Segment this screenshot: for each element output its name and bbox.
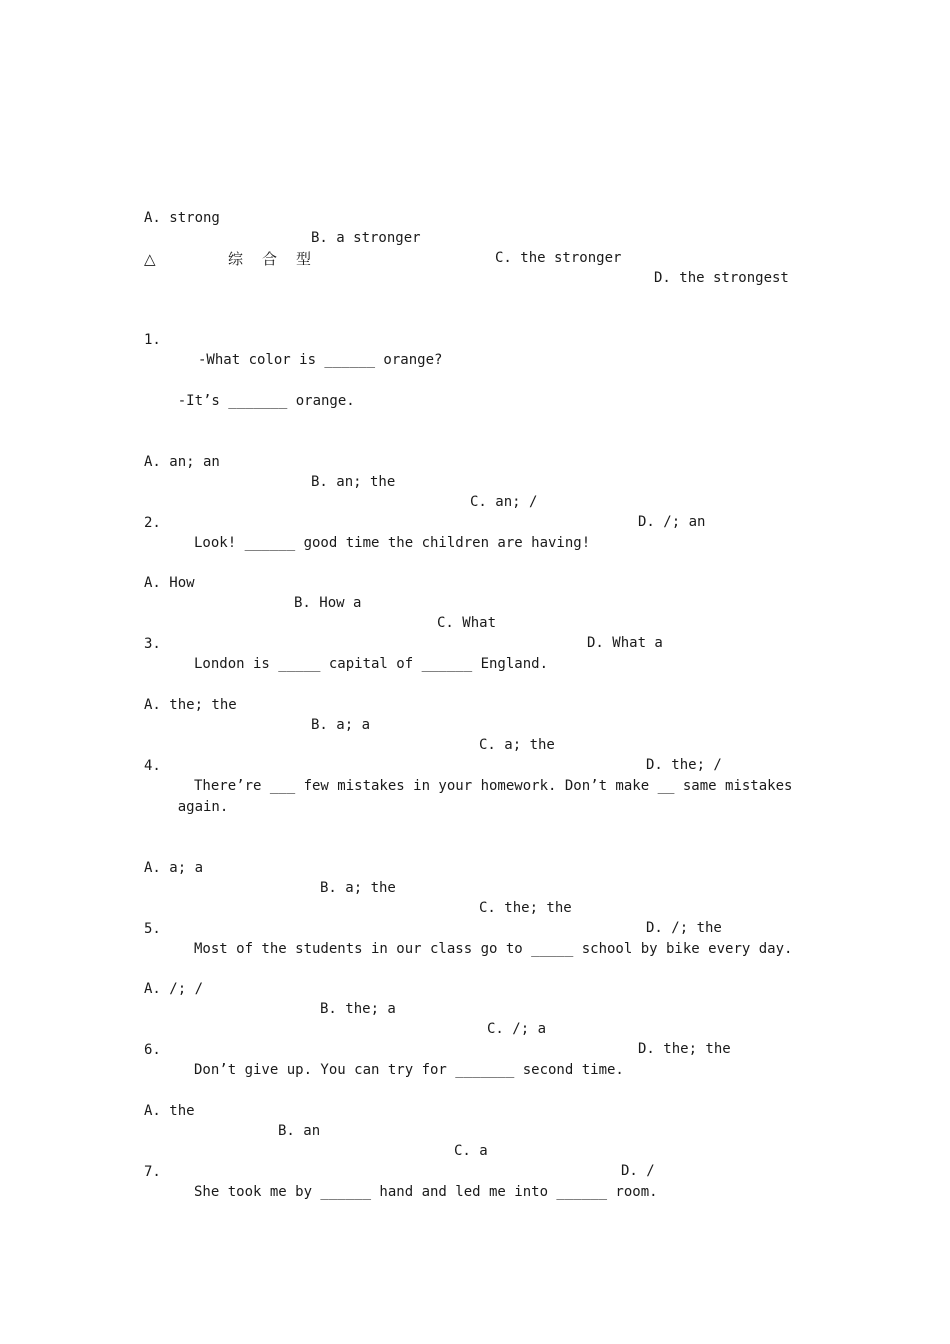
question-4-options bbox=[144, 838, 722, 936]
question-text: Look! ______ good time the children are having! bbox=[194, 535, 591, 551]
option-b: B. a; the bbox=[320, 880, 396, 896]
option-a: A. a; a bbox=[144, 860, 204, 876]
option-a: A. the; the bbox=[144, 697, 237, 713]
question-text: Most of the students in our class go to _____ school by bike every day. bbox=[194, 941, 793, 957]
option-a: A. /; / bbox=[144, 981, 204, 997]
option-a: A. strong bbox=[144, 210, 220, 226]
section-title-char: 合 bbox=[262, 250, 278, 268]
question-text: Don’t give up. You can try for _______ second time. bbox=[194, 1062, 624, 1078]
option-d: D. the; the bbox=[638, 1041, 731, 1057]
option-a: A. the bbox=[144, 1103, 195, 1119]
option-c: C. the stronger bbox=[495, 250, 622, 266]
option-b: B. How a bbox=[294, 595, 362, 611]
option-d: D. the strongest bbox=[654, 270, 789, 286]
section-heading bbox=[144, 249, 312, 269]
question-number: 1. bbox=[144, 332, 161, 348]
question-4-line-2 bbox=[144, 777, 229, 815]
option-c: C. /; a bbox=[487, 1021, 547, 1037]
question-number: 7. bbox=[144, 1164, 161, 1180]
question-1 bbox=[144, 310, 443, 368]
section-title-char: 型 bbox=[296, 250, 312, 268]
question-number: 3. bbox=[144, 636, 161, 652]
question-2-options bbox=[144, 553, 663, 651]
option-c: C. a; the bbox=[479, 737, 555, 753]
option-d: D. /; the bbox=[646, 920, 722, 936]
option-b: B. the; a bbox=[320, 1001, 396, 1017]
question-text-continued: again. bbox=[177, 799, 229, 815]
question-3-options bbox=[144, 675, 722, 773]
question-text: There’re ___ few mistakes in your homework. Don’t make __ same mistakes bbox=[194, 778, 793, 794]
option-b: B. an bbox=[278, 1123, 321, 1139]
option-c: C. an; / bbox=[470, 494, 538, 510]
option-c: C. a bbox=[454, 1143, 488, 1159]
option-b: B. a; a bbox=[311, 717, 371, 733]
question-6-options bbox=[144, 1081, 655, 1179]
question-text: She took me by ______ hand and led me into ______ room. bbox=[194, 1184, 658, 1200]
option-b: B. a stronger bbox=[311, 230, 421, 246]
question-number: 4. bbox=[144, 758, 161, 774]
option-a: A. an; an bbox=[144, 454, 220, 470]
question-number: 2. bbox=[144, 515, 161, 531]
option-c: C. the; the bbox=[479, 900, 572, 916]
intro-options-row bbox=[144, 188, 789, 286]
option-d: D. /; an bbox=[638, 514, 706, 530]
triangle-icon: △ bbox=[144, 250, 156, 268]
option-c: C. What bbox=[437, 615, 497, 631]
question-1-line-2 bbox=[144, 371, 355, 409]
question-number: 5. bbox=[144, 921, 161, 937]
option-b: B. an; the bbox=[311, 474, 396, 490]
question-text-continued: -It’s _______ orange. bbox=[177, 393, 355, 409]
option-d: D. the; / bbox=[646, 757, 722, 773]
question-1-options bbox=[144, 432, 706, 530]
option-a: A. How bbox=[144, 575, 195, 591]
question-5-options bbox=[144, 959, 731, 1057]
option-d: D. What a bbox=[587, 635, 663, 651]
question-number: 6. bbox=[144, 1042, 161, 1058]
question-text: -What color is ______ orange? bbox=[198, 352, 443, 368]
question-6 bbox=[144, 1020, 624, 1078]
section-title-char: 综 bbox=[228, 250, 244, 268]
question-text: London is _____ capital of ______ England. bbox=[194, 656, 549, 672]
option-d: D. / bbox=[621, 1163, 655, 1179]
